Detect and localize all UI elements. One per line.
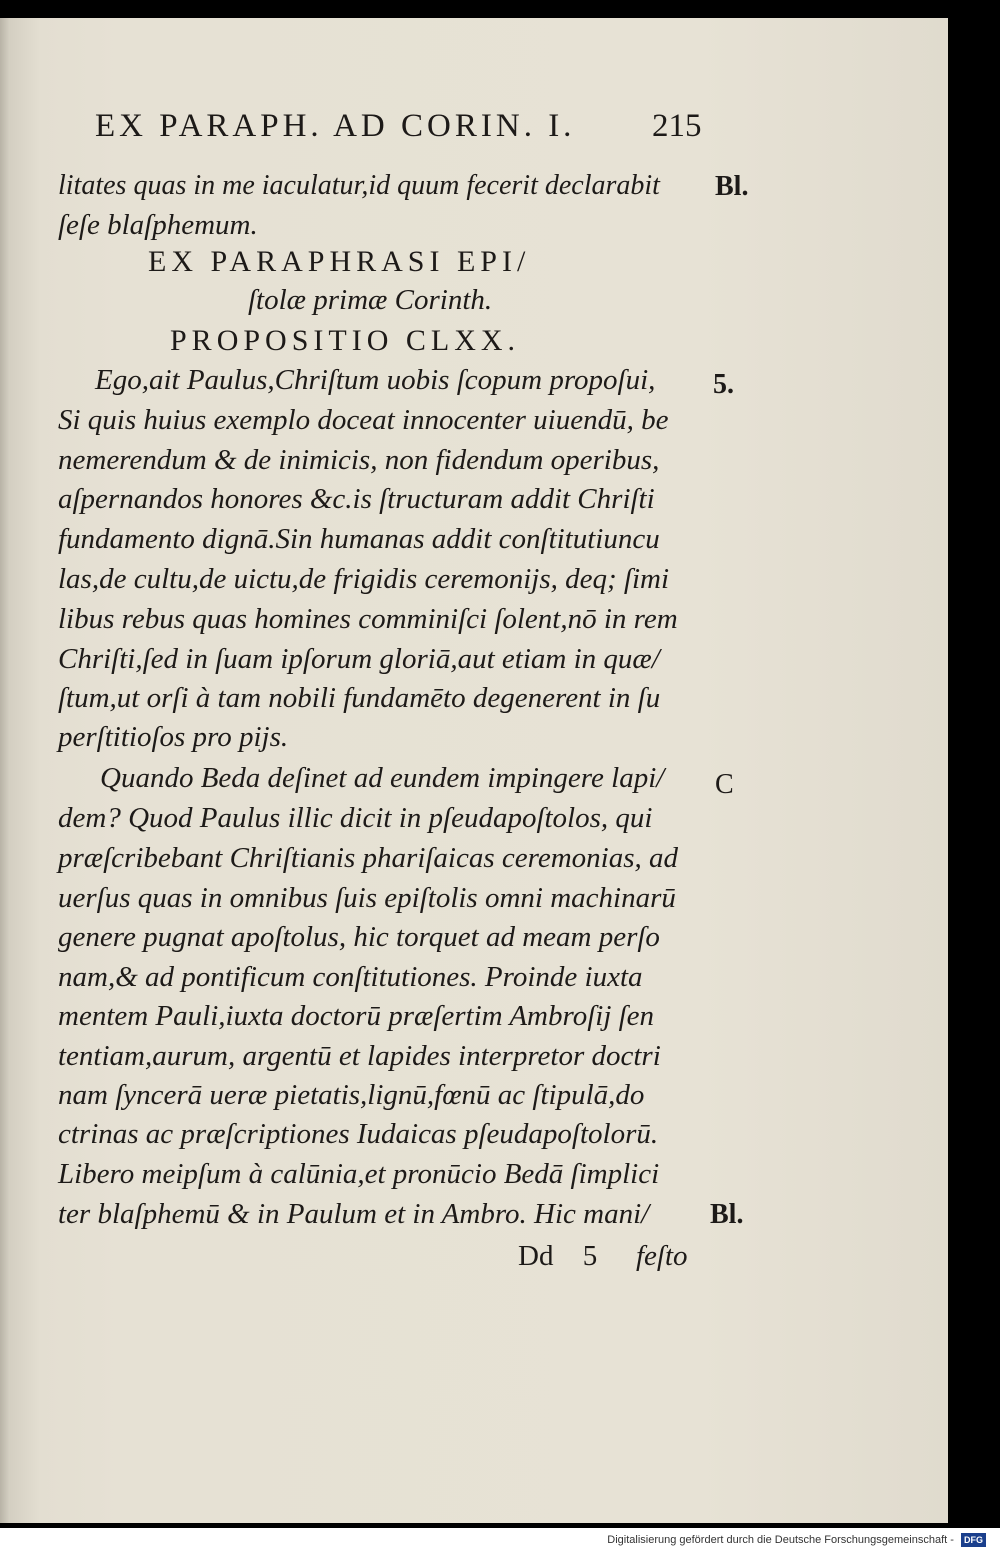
text-line: las,de cultu,de uictu,de frigidis ceremonijs, deq; ſimi [58,563,670,595]
running-title: EX PARAPH. AD CORIN. I. [95,108,576,144]
text-line: uerſus quas in omnibus ſuis epiſtolis omni machinarū [58,882,676,914]
text-line: nemerendum & de inimicis, non fidendum operibus, [58,444,660,476]
margin-note: 5. [713,369,734,400]
text-line: libus rebus quas homines comminiſci ſolent,nō in rem [58,603,678,635]
margin-note: Bl. [715,171,749,202]
text-line: genere pugnat apoſtolus, hic torquet ad meam perſo [58,921,660,953]
page-spine-shadow [0,18,10,1523]
page-number: 215 [652,108,702,144]
digitization-credit [0,1530,1000,1550]
text-line: nam ſyncerā ueræ pietatis,lignū,fœnū ac ſtipulā,do [58,1079,645,1111]
proposition-heading: PROPOSITIO CLXX. [170,324,521,357]
text-line: ctrinas ac præſcriptiones Iudaicas pſeudapoſtolorū. [58,1118,659,1150]
text-line: Si quis huius exemplo doceat innocenter uiuendū, be [58,404,669,436]
text-line: litates quas in me iaculatur,id quum fecerit declarabit [58,170,660,201]
text-line: fundamento dignā.Sin humanas addit conſtitutiuncu [58,523,660,555]
text-line: Quando Beda deſinet ad eundem impingere lapi/ [100,762,665,794]
text-line: Ego,ait Paulus,Chriſtum uobis ſcopum propoſui, [95,364,656,396]
section-heading-cont: ſtolæ primæ Corinth. [248,284,493,316]
text-line: aſpernandos honores &c.is ſtructuram addit Chriſti [58,483,655,515]
text-line: ſtum,ut orſi à tam nobili fundamēto degenerent in ſu [58,682,661,714]
text-line: præſcribebant Chriſtianis phariſaicas ceremonias, ad [58,842,679,874]
margin-note: Bl. [710,1199,744,1230]
section-heading: EX PARAPHRASI EPI/ [148,245,531,278]
dfg-logo: DFG [961,1533,986,1547]
signature-mark: Dd 5 [518,1240,598,1272]
catchword: feſto [636,1240,688,1272]
text-line: Libero meipſum à calūnia,et pronūcio Bedā ſimplici [58,1158,660,1190]
text-line: nam,& ad pontificum conſtitutiones. Proinde iuxta [58,961,643,993]
credit-text: Digitalisierung gefördert durch die Deutsche Forschungsgemeinschaft - [607,1534,954,1546]
text-line: tentiam,aurum, argentū et lapides interpretor doctri [58,1040,661,1072]
text-line: ſeſe blaſphemum. [58,209,258,241]
text-line: mentem Pauli,iuxta doctorū præſertim Ambroſij ſen [58,1000,655,1032]
text-line: ter blaſphemū & in Paulum et in Ambro. Hic mani/ [58,1198,650,1230]
text-line: Chriſti,ſed in ſuam ipſorum gloriā,aut etiam in quæ/ [58,643,660,675]
margin-note: C [715,769,734,800]
text-line: dem? Quod Paulus illic dicit in pſeudapoſtolos, qui [58,802,653,834]
text-line: perſtitioſos pro pijs. [58,721,289,753]
